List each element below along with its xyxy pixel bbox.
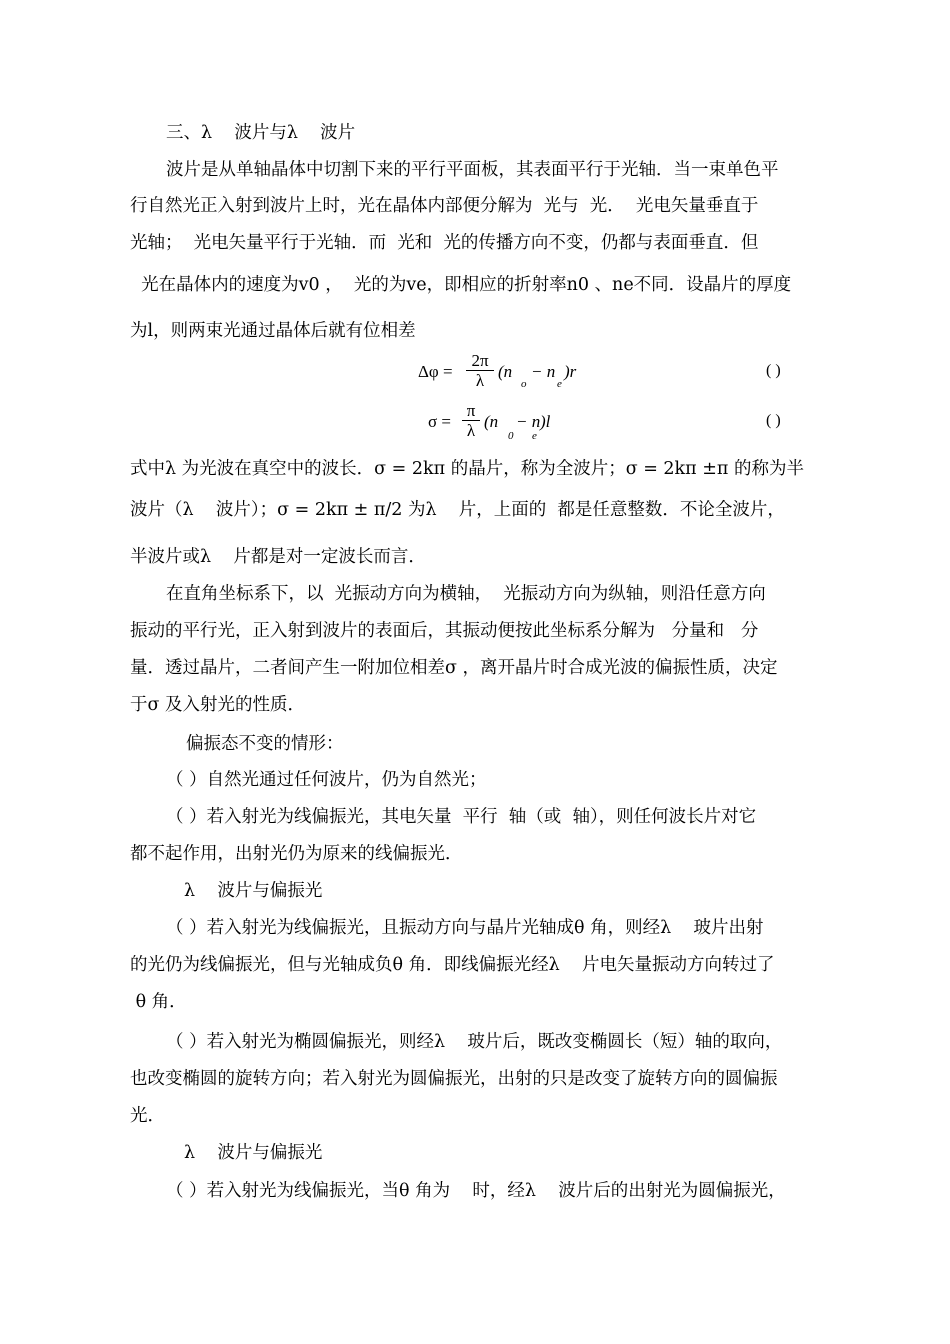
equation-2 [428,402,838,446]
list-item: （ ）若入射光为线偏振光，当θ 角为 时，经λ 波片后的出射光为圆偏振光， [166,1181,786,1201]
eq2-tail: )l [540,412,551,431]
list-item: （ ）若入射光为椭圆偏振光，则经λ 玻片后，既改变椭圆长（短）轴的取向， [166,1032,783,1052]
paragraph-line: 振动的平行光，正入射到波片的表面后，其振动便按此坐标系分解为 分量和 分 [130,621,759,641]
paragraph-line: 波片是从单轴晶体中切割下来的平行平面板，其表面平行于光轴．当一束单色平 [166,160,779,180]
paragraph-line: 为l，则两束光通过晶体后就有位相差 [130,321,416,341]
section-heading: 三、λ 波片与λ 波片 [166,123,356,143]
eq2-denominator: λ [466,421,476,440]
paragraph-line: 于σ 及入射光的性质． [130,695,306,715]
eq1-tail: )r [564,362,577,381]
eq1-paren: (n [498,362,513,381]
paragraph-line: 光轴； 光电矢量平行于光轴．而 光和 光的传播方向不变，仍都与表面垂直．但 [130,233,759,253]
paragraph-line: 也改变椭圆的旋转方向；若入射光为圆偏振光，出射的只是改变了旋转方向的圆偏振 [130,1069,778,1089]
subheading: 偏振态不变的情形： [186,734,344,754]
paragraph-line: 光． [130,1106,165,1126]
paragraph-line: θ 角． [130,992,187,1012]
eq1-sub-e: e [557,378,562,390]
eq1-sub-o: o [521,378,527,390]
paragraph-line: 在直角坐标系下，以 光振动方向为横轴， 光振动方向为纵轴，则沿任意方向 [166,584,766,604]
eq2-numerator: π [462,402,480,421]
eq1-minus: − n [531,362,556,381]
list-item: （ ）若入射光为线偏振光，其电矢量 平行 轴（或 轴），则任何波长片对它 [166,807,757,827]
eq2-number: ( ) [766,412,781,429]
paragraph-line: 都不起作用，出射光仍为原来的线偏振光． [130,844,463,864]
eq1-number: ( ) [766,362,781,379]
eq2-lhs: σ = [428,412,452,431]
paragraph-line: 半波片或λ 片都是对一定波长而言． [130,547,426,567]
paragraph-line: 式中λ 为光波在真空中的波长．σ = 2kπ 的晶片，称为全波片；σ = 2kπ ±π 的称为半 [130,459,804,479]
paragraph-line: 行自然光正入射到波片上时，光在晶体内部便分解为 光与 光． 光电矢量垂直于 [130,196,759,216]
eq2-sub-0: 0 [508,430,514,442]
paragraph-line: 的光仍为线偏振光，但与光轴成负θ 角．即线偏振光经λ 片电矢量振动方向转过了 [130,955,775,975]
list-item: （ ）若入射光为线偏振光，且振动方向与晶片光轴成θ 角，则经λ 玻片出射 [166,918,764,938]
subheading: λ 波片与偏振光 [184,1143,323,1163]
subheading: λ 波片与偏振光 [184,881,323,901]
paragraph-line: 光在晶体内的速度为v0 ， 光的为ve，即相应的折射率n0 、ne不同．设晶片的厚度 [130,275,792,295]
eq1-lhs: Δφ = [418,362,453,381]
eq2-minus: − n [516,412,541,431]
eq2-paren: (n [484,412,499,431]
eq1-numerator: 2π [466,352,494,371]
list-item: （ ）自然光通过任何波片，仍为自然光； [166,770,487,790]
eq1-denominator: λ [475,371,485,390]
eq2-sub-e: e [532,430,537,442]
equation-1 [418,352,838,394]
paragraph-line: 量．透过晶片，二者间产生一附加位相差σ ，离开晶片时合成光波的偏振性质，决定 [130,658,778,678]
paragraph-line: 波片（λ 波片）；σ = 2kπ ± π/2 为λ 片，上面的 都是任意整数．不论全波片， [130,500,785,520]
